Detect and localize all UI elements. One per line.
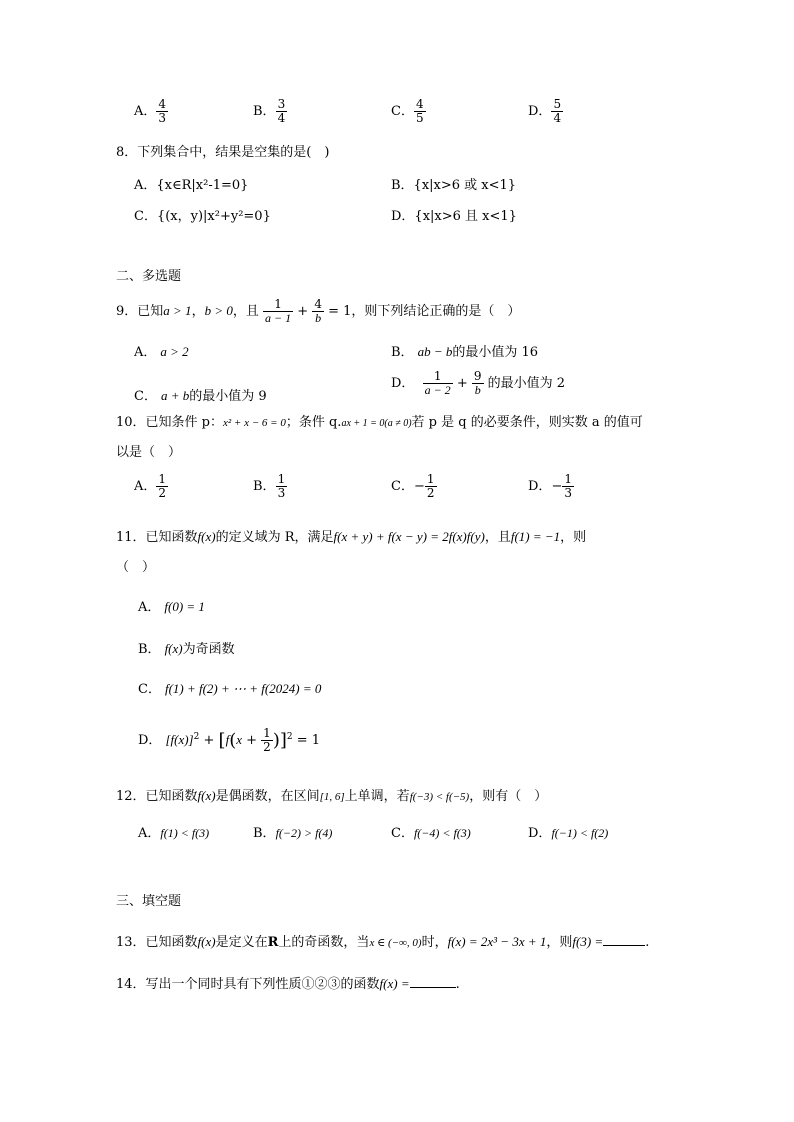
- math-expr: a > 1: [163, 303, 192, 319]
- q10-option-d[interactable]: D．− $\frac{1}{3}$: [528, 472, 572, 501]
- q10-option-c[interactable]: C．− $\frac{1}{2}$: [391, 472, 435, 501]
- q9-stem: 9．已知a > 1，b > 0，且 $\frac{1}{a - 1}$ + $\frac{4}{b}$ = 1，则下列结论正确的是（ ）: [116, 297, 521, 326]
- q9-option-d[interactable]: D． $\frac{1}{a - 2}$ + $\frac{9}{b}$ 的最小值为 2: [391, 369, 566, 398]
- option-letter: A．: [134, 104, 157, 120]
- q8-option-c[interactable]: C．{(x，y)|x²+y²=0}: [134, 209, 271, 224]
- q12-stem: 12．已知函数f(x)是偶函数，在区间[1, 6]上单调，若f(−3) < f(−5)，则有（ ）: [116, 788, 548, 804]
- q7-option-c[interactable]: [391, 98, 426, 125]
- fraction: $\frac{3}{4}$: [277, 97, 286, 126]
- q10-option-a[interactable]: A． $\frac{1}{2}$: [134, 472, 167, 501]
- fraction: $\frac{1}{2}$: [263, 726, 271, 755]
- section-title-fill-in: 三、填空题: [116, 894, 182, 909]
- fraction: $\frac{4}{3}$: [158, 97, 167, 126]
- option-letter: B．: [253, 104, 276, 120]
- q12-option-c[interactable]: C．f(−4) < f(3): [391, 826, 471, 841]
- q7-option-d[interactable]: [528, 98, 563, 125]
- q7-option-a[interactable]: [134, 98, 168, 125]
- fraction: $\frac{4}{5}$: [415, 97, 424, 126]
- fraction: $\frac{9}{b}$: [473, 369, 482, 398]
- q10-option-b[interactable]: B． $\frac{1}{3}$: [253, 472, 286, 501]
- fraction: $\frac{1}{3}$: [277, 472, 286, 501]
- fraction: $\frac{4}{b}$: [314, 297, 322, 326]
- option-letter: D．: [528, 104, 552, 120]
- section-title-multi-choice: 二、多选题: [116, 269, 182, 284]
- q12-option-a[interactable]: A．f(1) < f(3): [138, 826, 210, 841]
- q9-option-c[interactable]: C． a + b的最小值为 9: [134, 388, 267, 404]
- q11-option-a[interactable]: A． f(0) = 1: [138, 599, 205, 615]
- q8-option-d[interactable]: D．{x|x>6 且 x<1}: [391, 209, 517, 224]
- q14-stem: 14．写出一个同时具有下列性质①②③的函数f(x) = .: [116, 976, 460, 992]
- answer-blank[interactable]: [603, 933, 645, 946]
- q8-option-b[interactable]: B．{x|x>6 或 x<1}: [391, 178, 517, 193]
- fraction: $\frac{1}{3}$: [564, 472, 572, 501]
- q9-option-a[interactable]: A． a > 2: [134, 344, 189, 360]
- q13-stem: 13．已知函数f(x)是定义在R上的奇函数，当x ∈ (−∞, 0)时，f(x) = 2x³ − 3x + 1，则f(3) = .: [116, 934, 650, 950]
- q11-stem-line2: （ ）: [116, 560, 156, 575]
- math-expr: b > 0: [204, 303, 233, 319]
- q9-option-b[interactable]: B． ab − b的最小值为 16: [391, 344, 539, 360]
- answer-blank[interactable]: [410, 975, 456, 988]
- fraction: $\frac{5}{4}$: [553, 97, 562, 126]
- q8-stem: 8．下列集合中，结果是空集的是( ): [116, 145, 330, 160]
- fraction: $\frac{1}{2}$: [426, 472, 435, 501]
- q7-option-b[interactable]: [253, 98, 287, 125]
- option-letter: C．: [391, 104, 414, 120]
- q11-option-d[interactable]: D． $[f(x)]^2 + [f(x$ + $\frac{1}{2}$ )]$^2$ = 1: [138, 726, 321, 755]
- q12-option-d[interactable]: D．f(−1) < f(2): [528, 826, 609, 841]
- fraction: $\frac{1}{a - 1}$: [265, 297, 292, 326]
- q10-stem: 10．已知条件 p：x² + x − 6 = 0；条件 q.ax + 1 = 0(a ≠ 0)若 p 是 q 的必要条件，则实数 a 的值可: [116, 415, 643, 430]
- q8-option-a[interactable]: A．{x∈R|x²-1=0}: [134, 178, 249, 193]
- q10-stem-line2: 以是（ ）: [116, 445, 182, 460]
- fraction: $\frac{1}{a - 2}$: [424, 369, 451, 398]
- q12-option-b[interactable]: B．f(−2) > f(4): [253, 826, 333, 841]
- fraction: $\frac{1}{2}$: [158, 472, 167, 501]
- q11-stem: 11．已知函数f(x)的定义域为 R，满足f(x + y) + f(x − y) = 2f(x)f(y)，且f(1) = −1，则: [116, 529, 587, 545]
- q11-option-b[interactable]: B． f(x)为奇函数: [138, 641, 235, 657]
- q11-option-c[interactable]: C． f(1) + f(2) + ⋯ + f(2024) = 0: [138, 681, 322, 697]
